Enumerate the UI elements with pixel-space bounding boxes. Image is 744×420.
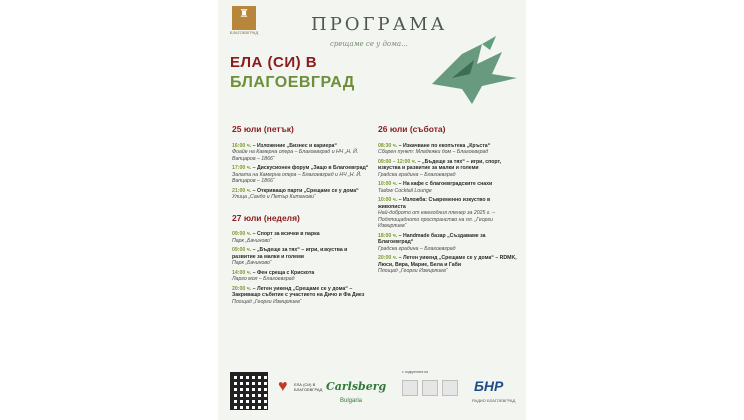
city-crest-icon: ♜ [232,6,256,30]
event-desc: – Handmade базар „Създаваме за Благоевград“ [378,232,486,245]
event-time: 14:00 ч. [232,269,252,276]
event-item [378,197,518,230]
partners-label: с подкрепата на [402,370,429,374]
event-desc: – „Бъдеще за тях“ – игри, спорт, изкуства и развитие за малки и големи [378,158,502,171]
event-item [232,247,372,267]
event-time: 10:00 ч. [378,181,398,187]
event-place: Градска градина – Благоевград [378,245,456,252]
event-desc: – Изложение „Бизнес и кариера“ [252,142,338,149]
event-desc: – Летен уикенд „Срещаме се у дома“ – Закриващо събитие с участието на Дичо и Фа Диез [232,285,365,298]
carlsberg-logo: Carlsberg [326,380,387,393]
event-place: Парк „Бачиново“ [232,237,272,244]
event-place: Ларго мол – Благоевград [232,276,295,282]
event-time: 09:00 ч. [232,231,252,237]
event-place: Градска градина – Благоевград [378,171,456,178]
day-heading-sunday: 27 юли (неделя) [232,212,300,223]
event-desc: – „Бъдеще за тях“ – игри, изкуства и развитие за малки и големи [232,247,348,260]
event-item [378,255,518,275]
partner-logo-icon [422,380,438,396]
partner-logo-icon [402,380,418,396]
page-title: ПРОГРАМА [311,14,448,35]
day-heading-friday: 25 юли (петък) [232,124,294,134]
event-time: 17:00 ч. [232,165,252,171]
ela-logo [278,378,323,402]
event-item [232,270,372,283]
event-place: Tadow Cocktail Lounge [378,187,432,194]
event-desc: – На кафе с благоевградските снахи [398,181,493,187]
event-desc: – Изложба: Съвременно изкуство в живописта [378,197,491,210]
event-time: 21:00 ч. [232,187,252,194]
event-item [232,143,372,163]
tagline: срещаме се у дома... [330,40,408,48]
event-item [232,188,372,201]
city-heading: БЛАГОЕВГРАД [230,74,355,91]
qr-code-icon[interactable] [230,372,268,410]
event-item [378,159,518,179]
event-time: 20:00 ч. [378,255,398,261]
event-place: Улица „Сандо и Петър Китанови“ [232,194,316,200]
event-item [232,231,372,244]
event-desc: – Откриващо парти „Срещаме се у дома“ [252,187,359,194]
left-column [232,126,372,308]
event-item [232,165,372,185]
event-time: 10:00 ч. [378,197,398,203]
event-place: Залата на Камерна опера – Благоевград и НЧ „Н. Й. Вапцаров – 1866“ [232,171,362,184]
event-desc: – Спорт за всички в парка [252,231,320,237]
right-column [378,126,518,278]
event-item [378,181,518,194]
ela-heading: ЕЛА (СИ) В [230,54,318,71]
event-place: Парк „Бачиново“ [232,260,272,266]
ela-logo-text: ЕЛА (СИ) В БЛАГОЕВГРАД [294,382,323,392]
heart-icon: ♥ [278,378,288,395]
event-item [232,286,372,306]
event-place: Площад „Георги Измирлиев“ [232,298,302,305]
event-place: Сборен пункт: Младежки дом – Благоевград [378,149,489,155]
bnr-logo: БНР [474,378,504,394]
carlsberg-country: Bulgaria [340,398,363,404]
bnr-subtitle: РАДИО БЛАГОЕВГРАД [472,398,516,403]
event-desc: – Дискусионен форум „Защо в Благоевград“ [252,165,369,171]
event-time: 16:00 ч. [232,142,252,149]
event-item [378,233,518,253]
event-time: 20:00 ч. [232,285,252,292]
event-time: 09:00 – 12:00 ч. [378,158,417,165]
event-place: Фоайе на Камерна опера – Благоевград и НЧ „Н. Й. Вапцаров – 1866“ [232,149,359,162]
winged-horse-icon [422,34,522,110]
event-time: 09:00 ч. [232,247,252,253]
event-place: Най-доброто от ежегодния пленер за 2025 г. – Подлпощадното пространство на пл. „Георги Измирлиев“ [378,210,496,229]
partner-logo-icon [442,380,458,396]
event-desc: – Фен среща с Крискота [252,269,315,276]
event-place: Площад „Георги Измирлиев“ [378,268,448,274]
sponsor-footer [226,368,518,416]
event-time: 08:30 ч. [378,142,398,149]
event-desc: – Летен уикенд „Срещаме се у дома“ – RDMK, Люси, Вяра, Марие, Бела и Габи [378,255,517,268]
program-poster [218,0,526,420]
crest-name: БЛАГОЕВГРАД [229,30,259,35]
day-heading-saturday: 26 юли (събота) [378,124,446,134]
event-time: 18:00 ч. [378,232,398,239]
event-desc: – Изкачване по екопътека „Кръста“ [398,142,491,149]
event-item [378,143,518,156]
